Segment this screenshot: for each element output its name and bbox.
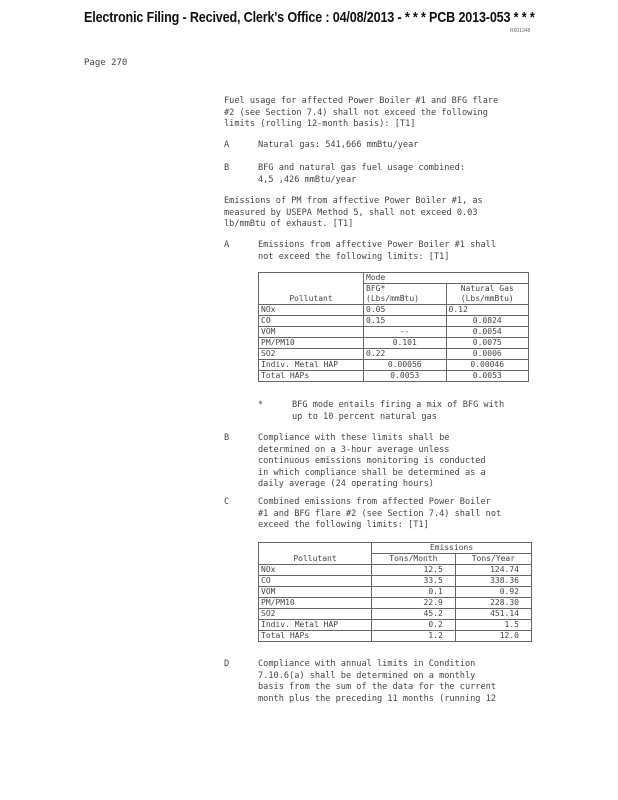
text-line: daily average (24 operating hours): [258, 479, 434, 489]
tons-year-cell: 124.74: [455, 565, 531, 576]
bfg-units: (Lbs/mmBtu): [364, 294, 447, 305]
bfg-cell: 0.00056: [364, 360, 447, 371]
pollutant-cell: Total HAPs: [259, 371, 364, 382]
pollutant-header: Pollutant: [259, 273, 364, 305]
item-marker: C: [224, 497, 230, 507]
text-line: BFG and natural gas fuel usage combined:: [258, 163, 465, 173]
item-marker: B: [224, 163, 230, 173]
tons-year-cell: 0.92: [455, 587, 531, 598]
text-line: Compliance with annual limits in Condition: [258, 659, 476, 669]
table-row: [259, 338, 529, 349]
text-line: up to 10 percent natural gas: [292, 411, 437, 422]
text-line: basis from the sum of the data for the current: [258, 682, 496, 692]
text-line: Compliance with these limits shall be: [258, 433, 450, 443]
bfg-cell: 0.0053: [364, 371, 447, 382]
bfg-mode-footnote: [292, 400, 504, 423]
table-row: [259, 360, 529, 371]
pollutant-cell: SO2: [259, 609, 372, 620]
item-marker: A: [224, 240, 230, 250]
text-line: 4,5 ,426 mmBtu/year: [258, 174, 357, 185]
bfg-cell: 0.22: [364, 349, 447, 360]
tons-year-cell: 451.14: [455, 609, 531, 620]
tons-year-cell: 1.5: [455, 620, 531, 631]
pollutant-cell: Indiv. Metal HAP: [259, 620, 372, 631]
text-line: month plus the preceding 11 months (running 12: [258, 693, 496, 704]
table-row: [259, 305, 529, 316]
natural-gas-cell: 0.0053: [446, 371, 529, 382]
text-line: Combined emissions from affected Power Boiler: [258, 497, 491, 507]
tons-month-cell: 0.1: [372, 587, 456, 598]
natural-gas-cell: 0.12: [446, 305, 529, 316]
footnote-marker: *: [258, 400, 264, 410]
text-line: Emissions from affective Power Boiler #1 shall: [258, 240, 496, 250]
text-line: lb/mmBtu of exhaust. [T1]: [224, 219, 354, 229]
text-line: exceed the following limits: [T1]: [258, 520, 429, 530]
pollutant-cell: SO2: [259, 349, 364, 360]
text-line: in which compliance shall be determined as a: [258, 467, 486, 478]
bfg-cell: 0.05: [364, 305, 447, 316]
pollutant-cell: VOM: [259, 327, 364, 338]
table-row: [259, 565, 532, 576]
tons-year-cell: 338.36: [455, 576, 531, 587]
table-row: [259, 620, 532, 631]
table-row: [259, 631, 532, 642]
pollutant-cell: NOx: [259, 565, 372, 576]
tons-month-header: Tons/Month: [372, 554, 456, 565]
tons-month-cell: 12.5: [372, 565, 456, 576]
combined-fuel-limit: [258, 163, 465, 186]
natural-gas-limit: Natural gas: 541,666 mmBtu/year: [258, 140, 419, 150]
boiler-emissions-limits: [258, 240, 496, 263]
boiler-emission-limits-table: [258, 272, 529, 382]
natural-gas-units: (Lbs/mmBtu): [446, 294, 529, 305]
natural-gas-cell: 0.0054: [446, 327, 529, 338]
combined-emission-limits-table: [258, 542, 532, 642]
text-line: determined on a 3-hour average unless: [258, 444, 450, 455]
tons-month-cell: 0.2: [372, 620, 456, 631]
tons-month-cell: 22.9: [372, 598, 456, 609]
text-line: Emissions of PM from affective Power Boiler #1, as: [224, 196, 483, 206]
emissions-header: Emissions: [372, 543, 532, 554]
table-row: [259, 609, 532, 620]
natural-gas-cell: 0.00046: [446, 360, 529, 371]
text-line: #1 and BFG flare #2 (see Section 7.4) shall not: [258, 508, 502, 519]
text-line: limits (rolling 12-month basis): [T1]: [224, 119, 416, 129]
annual-compliance-paragraph: [258, 659, 496, 705]
page-number: Page 270: [84, 58, 128, 68]
table-row: [259, 576, 532, 587]
pollutant-cell: PM/PM10: [259, 338, 364, 349]
table-row: [259, 598, 532, 609]
natural-gas-cell: 0.0006: [446, 349, 529, 360]
text-line: not exceed the following limits: [T1]: [258, 251, 450, 262]
text-line: measured by USEPA Method 5, shall not exceed 0.03: [224, 207, 478, 218]
text-line: BFG mode entails firing a mix of BFG with: [292, 400, 505, 410]
tons-month-cell: 1.2: [372, 631, 456, 642]
pollutant-cell: VOM: [259, 587, 372, 598]
pollutant-cell: Indiv. Metal HAP: [259, 360, 364, 371]
table-row: [259, 371, 529, 382]
table-row: [259, 316, 529, 327]
bfg-cell: --: [364, 327, 447, 338]
tons-year-cell: 12.0: [455, 631, 531, 642]
item-marker: B: [224, 433, 230, 443]
pollutant-cell: NOx: [259, 305, 364, 316]
text-line: 7.10.6(a) shall be determined on a monthly: [258, 670, 476, 681]
mode-header: Mode: [364, 273, 529, 284]
tons-month-cell: 45.2: [372, 609, 456, 620]
fuel-usage-paragraph: [224, 96, 498, 131]
text-line: #2 (see Section 7.4) shall not exceed the following: [224, 107, 488, 118]
item-marker: D: [224, 659, 230, 669]
pollutant-cell: CO: [259, 576, 372, 587]
table-row: [259, 349, 529, 360]
tons-year-header: Tons/Year: [455, 554, 531, 565]
page-stamp: R001348: [510, 28, 531, 34]
tons-month-cell: 33.5: [372, 576, 456, 587]
tons-year-cell: 228.30: [455, 598, 531, 609]
natural-gas-cell: 0.0075: [446, 338, 529, 349]
pollutant-cell: CO: [259, 316, 364, 327]
item-marker: A: [224, 140, 230, 150]
text-line: continuous emissions monitoring is conducted: [258, 456, 486, 466]
pollutant-cell: Total HAPs: [259, 631, 372, 642]
bfg-cell: 0.101: [364, 338, 447, 349]
pollutant-header: Pollutant: [259, 543, 372, 565]
compliance-averaging-paragraph: [258, 433, 486, 491]
table-row: [259, 587, 532, 598]
filing-header: Electronic Filing - Recived, Clerk's Office : 04/08/2013 - * * * PCB 2013-053 * * *: [84, 9, 535, 26]
bfg-header: BFG*: [364, 284, 447, 295]
natural-gas-cell: 0.0824: [446, 316, 529, 327]
combined-emissions-paragraph: [258, 497, 501, 532]
pm-emissions-paragraph: [224, 196, 483, 231]
natural-gas-header: Natural Gas: [446, 284, 529, 295]
bfg-cell: 0.15: [364, 316, 447, 327]
table-row: [259, 327, 529, 338]
text-line: Fuel usage for affected Power Boiler #1 and BFG flare: [224, 96, 499, 106]
pollutant-cell: PM/PM10: [259, 598, 372, 609]
